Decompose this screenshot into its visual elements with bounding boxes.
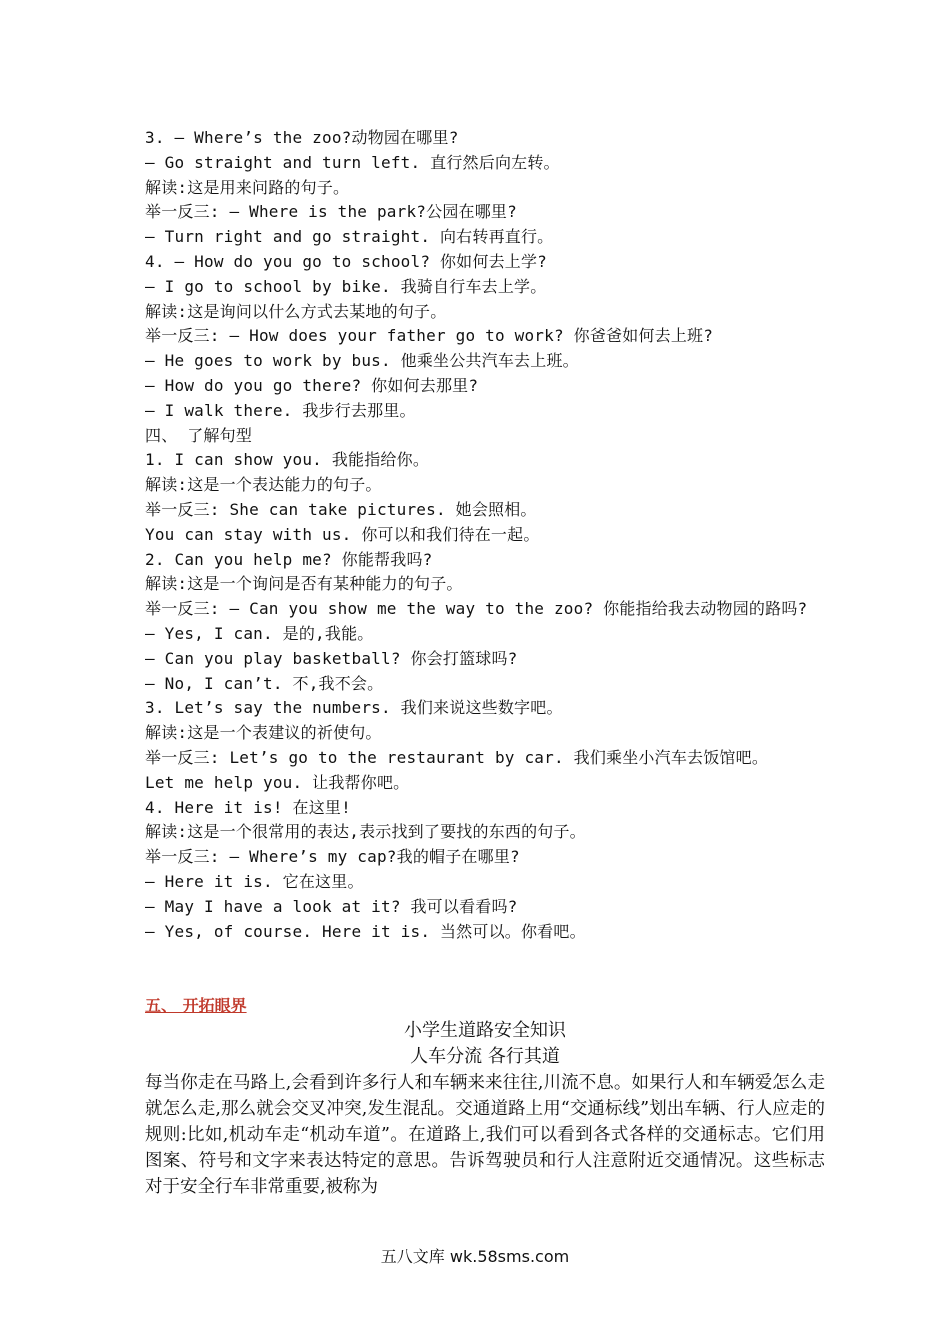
text-line: — Yes, I can. 是的,我能。 xyxy=(145,623,374,643)
text-line: You can stay with us. 你可以和我们待在一起。 xyxy=(145,524,540,544)
text-line: 举一反三: Let’s go to the restaurant by car. 我们乘坐小汽车去饭馆吧。 xyxy=(145,747,769,767)
text-line: — Turn right and go straight. 向右转再直行。 xyxy=(145,227,554,247)
text-line: 1. I can show you. 我能指给你。 xyxy=(145,450,430,470)
text-line: 举一反三: — Can you show me the way to the zoo? 你能指给我去动物园的路吗? xyxy=(145,599,808,619)
text-line: 解读:这是一个很常用的表达,表示找到了要找的东西的句子。 xyxy=(145,822,586,842)
text-line: 举一反三: — How does your father go to work? 你爸爸如何去上班? xyxy=(145,326,714,346)
document-body xyxy=(145,126,825,1200)
text-line: 4. — How do you go to school? 你如何去上学? xyxy=(145,251,548,271)
text-line: — Yes, of course. Here it is. 当然可以。你看吧。 xyxy=(145,921,586,941)
text-line: — Go straight and turn left. 直行然后向左转。 xyxy=(145,152,560,172)
text-line: 3. Let’s say the numbers. 我们来说这些数字吧。 xyxy=(145,698,563,718)
article-paragraph: 每当你走在马路上,会看到许多行人和车辆来来往往,川流不息。如果行人和车辆爱怎么走就怎么走,那么就会交叉冲突,发生混乱。交通道路上用“交通标线”划出车辆、行人应走的规则:比如,机动车走“机动车道”。在道路上,我们可以看到各式各样的交通标志。它们用图案、符号和文字来表达特定的意思。告诉驾驶员和行人注意附近交通情况。这些标志对于安全行车非常重要,被称为 xyxy=(145,1073,825,1198)
footer-watermark: 五八文库 wk.58sms.com xyxy=(380,1247,570,1266)
text-line: — How do you go there? 你如何去那里? xyxy=(145,375,479,395)
article-subtitle: 人车分流 各行其道 xyxy=(410,1046,560,1068)
section-five-heading: 五、 开拓眼界 xyxy=(145,996,247,1016)
text-line: 4. Here it is! 在这里! xyxy=(145,797,351,817)
text-line: — Can you play basketball? 你会打篮球吗? xyxy=(145,648,518,668)
text-line: — I go to school by bike. 我骑自行车去上学。 xyxy=(145,276,547,296)
text-line: 2. Can you help me? 你能帮我吗? xyxy=(145,549,433,569)
text-line: — No, I can’t. 不,我不会。 xyxy=(145,673,384,693)
text-line: — Here it is. 它在这里。 xyxy=(145,871,364,891)
text-line: — I walk there. 我步行去那里。 xyxy=(145,400,416,420)
text-line: Let me help you. 让我帮你吧。 xyxy=(145,772,410,792)
text-line: 解读:这是用来问路的句子。 xyxy=(145,177,350,197)
text-line: 解读:这是询问以什么方式去某地的句子。 xyxy=(145,301,447,321)
text-line: 举一反三: — Where is the park?公园在哪里? xyxy=(145,202,517,222)
text-line: 解读:这是一个询问是否有某种能力的句子。 xyxy=(145,574,463,594)
text-line: 解读:这是一个表达能力的句子。 xyxy=(145,475,382,495)
text-line: 举一反三: She can take pictures. 她会照相。 xyxy=(145,499,537,519)
text-line: — May I have a look at it? 我可以看看吗? xyxy=(145,896,518,916)
section-five xyxy=(145,994,825,1200)
spacer xyxy=(145,944,825,994)
article-title: 小学生道路安全知识 xyxy=(404,1020,566,1042)
section-heading: 四、 了解句型 xyxy=(145,425,253,445)
text-line: 解读:这是一个表建议的祈使句。 xyxy=(145,723,382,743)
text-line: — He goes to work by bus. 他乘坐公共汽车去上班。 xyxy=(145,351,579,371)
text-line: 举一反三: — Where’s my cap?我的帽子在哪里? xyxy=(145,847,520,867)
text-line: 3. — Where’s the zoo?动物园在哪里? xyxy=(145,128,459,147)
